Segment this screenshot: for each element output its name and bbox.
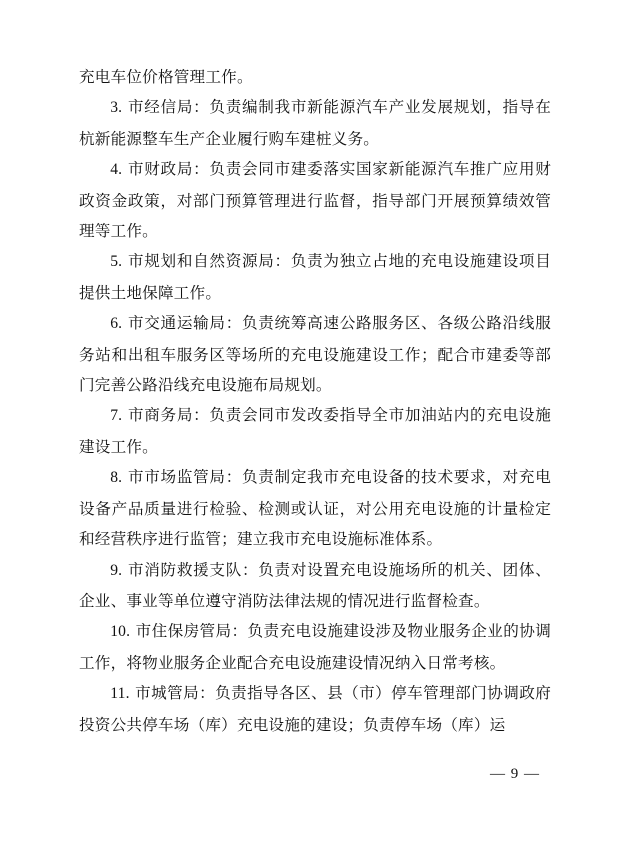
item-number: 3. — [110, 99, 123, 117]
paragraph-text: 市市场监管局：负责制定我市充电设备的技术要求，对充电设备产品质量进行检验、检测或认证，对公用充电设施的计量检定和经营秩序进行监管；建立我市充电设施标准体系。 — [79, 468, 551, 549]
paragraph-item-8 — [79, 462, 551, 554]
item-number: 10. — [110, 623, 131, 641]
paragraph-text: 市住保房管局：负责充电设施建设涉及物业服务企业的协调工作，将物业服务企业配合充电设施建设情况纳入日常考核。 — [79, 622, 551, 672]
paragraph-text: 市财政局：负责会同市建委落实国家新能源汽车推广应用财政资金政策，对部门预算管理进行监督，指导部门开展预算绩效管理等工作。 — [79, 160, 551, 241]
paragraph-text: 市商务局：负责会同市发改委指导全市加油站内的充电设施建设工作。 — [79, 406, 551, 456]
paragraph-item-7 — [79, 400, 551, 462]
page-number: — 9 — — [490, 766, 540, 782]
item-number: 11. — [110, 685, 130, 703]
item-number: 8. — [110, 469, 123, 487]
item-number: 4. — [110, 161, 123, 179]
paragraph-text: 市规划和自然资源局：负责为独立占地的充电设施建设项目提供土地保障工作。 — [79, 252, 551, 302]
paragraph-item-11 — [79, 678, 551, 740]
item-number: 9. — [110, 561, 123, 579]
document-body — [79, 62, 551, 740]
paragraph-text: 市城管局：负责指导各区、县（市）停车管理部门协调政府投资公共停车场（库）充电设施的建设；负责停车场（库）运 — [79, 684, 551, 734]
paragraph-item-10 — [79, 616, 551, 678]
paragraph-item-3 — [79, 92, 551, 154]
paragraph-item-9 — [79, 555, 551, 617]
paragraph-text: 市消防救援支队：负责对设置充电设施场所的机关、团体、企业、事业等单位遵守消防法律法规的情况进行监督检查。 — [79, 560, 551, 610]
paragraph-item-6 — [79, 308, 551, 400]
paragraph-text: 市交通运输局：负责统筹高速公路服务区、各级公路沿线服务站和出租车服务区等场所的充电设施建设工作；配合市建委等部门完善公路沿线充电设施布局规划。 — [79, 314, 551, 395]
paragraph-item-4 — [79, 154, 551, 246]
paragraph-item-5 — [79, 246, 551, 308]
paragraph-continuation — [79, 62, 551, 92]
paragraph-text: 市经信局：负责编制我市新能源汽车产业发展规划，指导在杭新能源整车生产企业履行购车建桩义务。 — [79, 98, 551, 148]
item-number: 7. — [110, 407, 123, 425]
paragraph-text: 充电车位价格管理工作。 — [79, 68, 253, 86]
item-number: 6. — [110, 315, 123, 333]
item-number: 5. — [110, 253, 123, 271]
